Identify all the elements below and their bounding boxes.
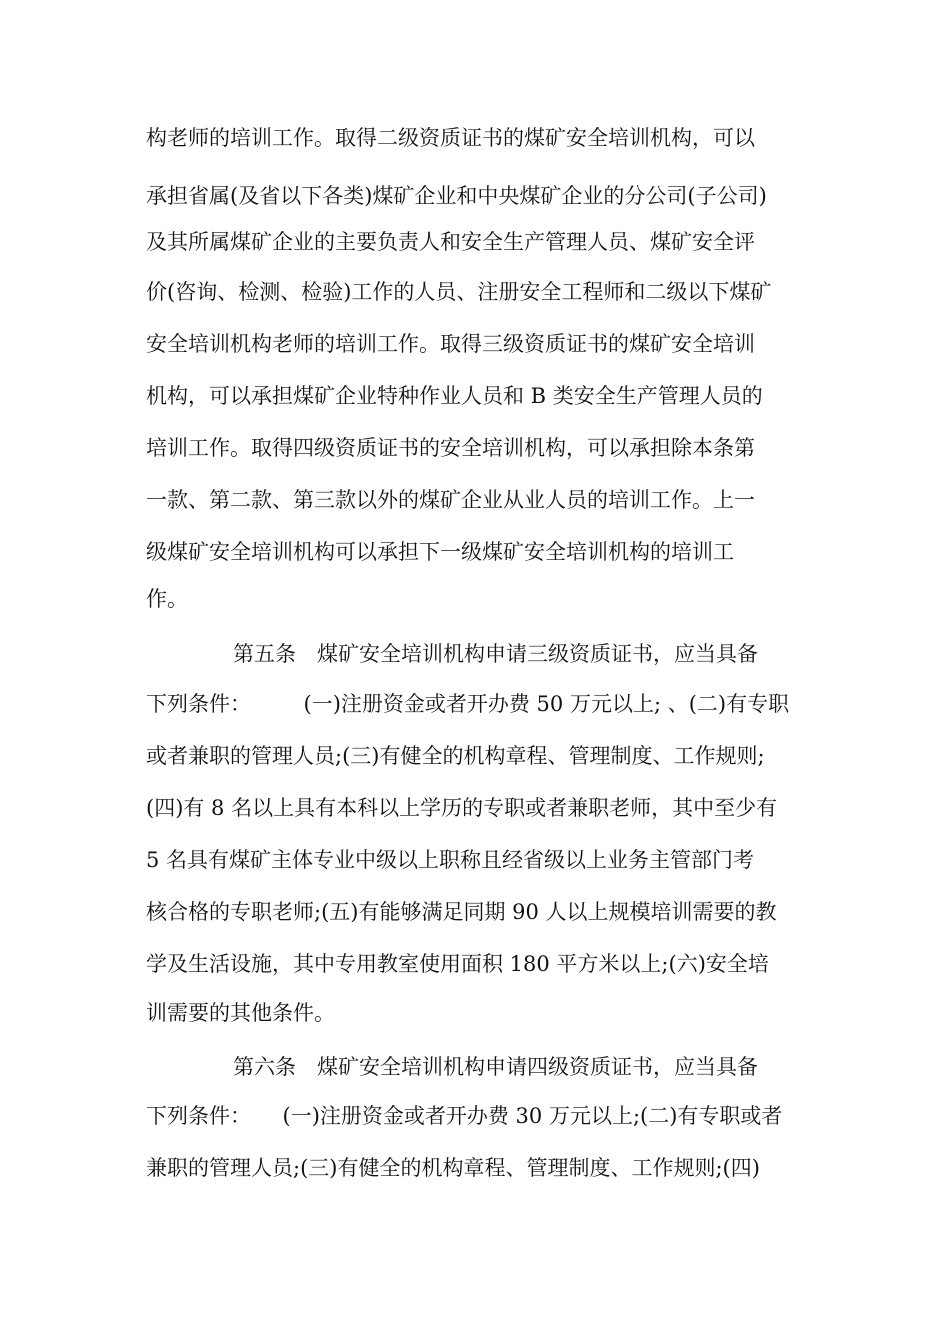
text-line: 5 名具有煤矿主体专业中级以上职称且经省级以上业务主管部门考 — [146, 848, 755, 872]
article-6-heading-line: 第六条 煤矿安全培训机构申请四级资质证书，应当具备 — [233, 1055, 758, 1079]
text-line: 兼职的管理人员;(三)有健全的机构章程、管理制度、工作规则;(四) — [146, 1156, 760, 1180]
text-line: 下列条件： (一)注册资金或者开办费 30 万元以上;(二)有专职或者 — [146, 1104, 783, 1128]
text-line: 承担省属(及省以下各类)煤矿企业和中央煤矿企业的分公司(子公司) — [146, 184, 767, 208]
text-line: 级煤矿安全培训机构可以承担下一级煤矿安全培训机构的培训工 — [146, 540, 734, 564]
text-line: 安全培训机构老师的培训工作。取得三级资质证书的煤矿安全培训 — [146, 332, 755, 356]
text-line: 构老师的培训工作。取得二级资质证书的煤矿安全培训机构，可以 — [146, 126, 755, 150]
text-line: 培训工作。取得四级资质证书的安全培训机构，可以承担除本条第 — [146, 436, 755, 460]
text-line: 价(咨询、检测、检验)工作的人员、注册安全工程师和二级以下煤矿 — [146, 280, 772, 304]
article-5-heading-line: 第五条 煤矿安全培训机构申请三级资质证书，应当具备 — [233, 642, 758, 666]
text-line: (四)有 8 名以上具有本科以上学历的专职或者兼职老师，其中至少有 — [146, 796, 778, 820]
text-line: 机构，可以承担煤矿企业特种作业人员和 B 类安全生产管理人员的 — [146, 384, 763, 408]
text-line: 一款、第二款、第三款以外的煤矿企业从业人员的培训工作。上一 — [146, 488, 755, 512]
text-line: 核合格的专职老师;(五)有能够满足同期 90 人以上规模培训需要的教 — [146, 900, 777, 924]
text-line: 作。 — [146, 587, 188, 611]
text-line: 学及生活设施，其中专用教室使用面积 180 平方米以上;(六)安全培 — [146, 952, 769, 976]
text-line: 下列条件： (一)注册资金或者开办费 50 万元以上; 、(二)有专职 — [146, 692, 790, 716]
text-line: 或者兼职的管理人员;(三)有健全的机构章程、管理制度、工作规则; — [146, 744, 765, 768]
text-line: 训需要的其他条件。 — [146, 1001, 335, 1025]
text-line: 及其所属煤矿企业的主要负责人和安全生产管理人员、煤矿安全评 — [146, 230, 755, 254]
